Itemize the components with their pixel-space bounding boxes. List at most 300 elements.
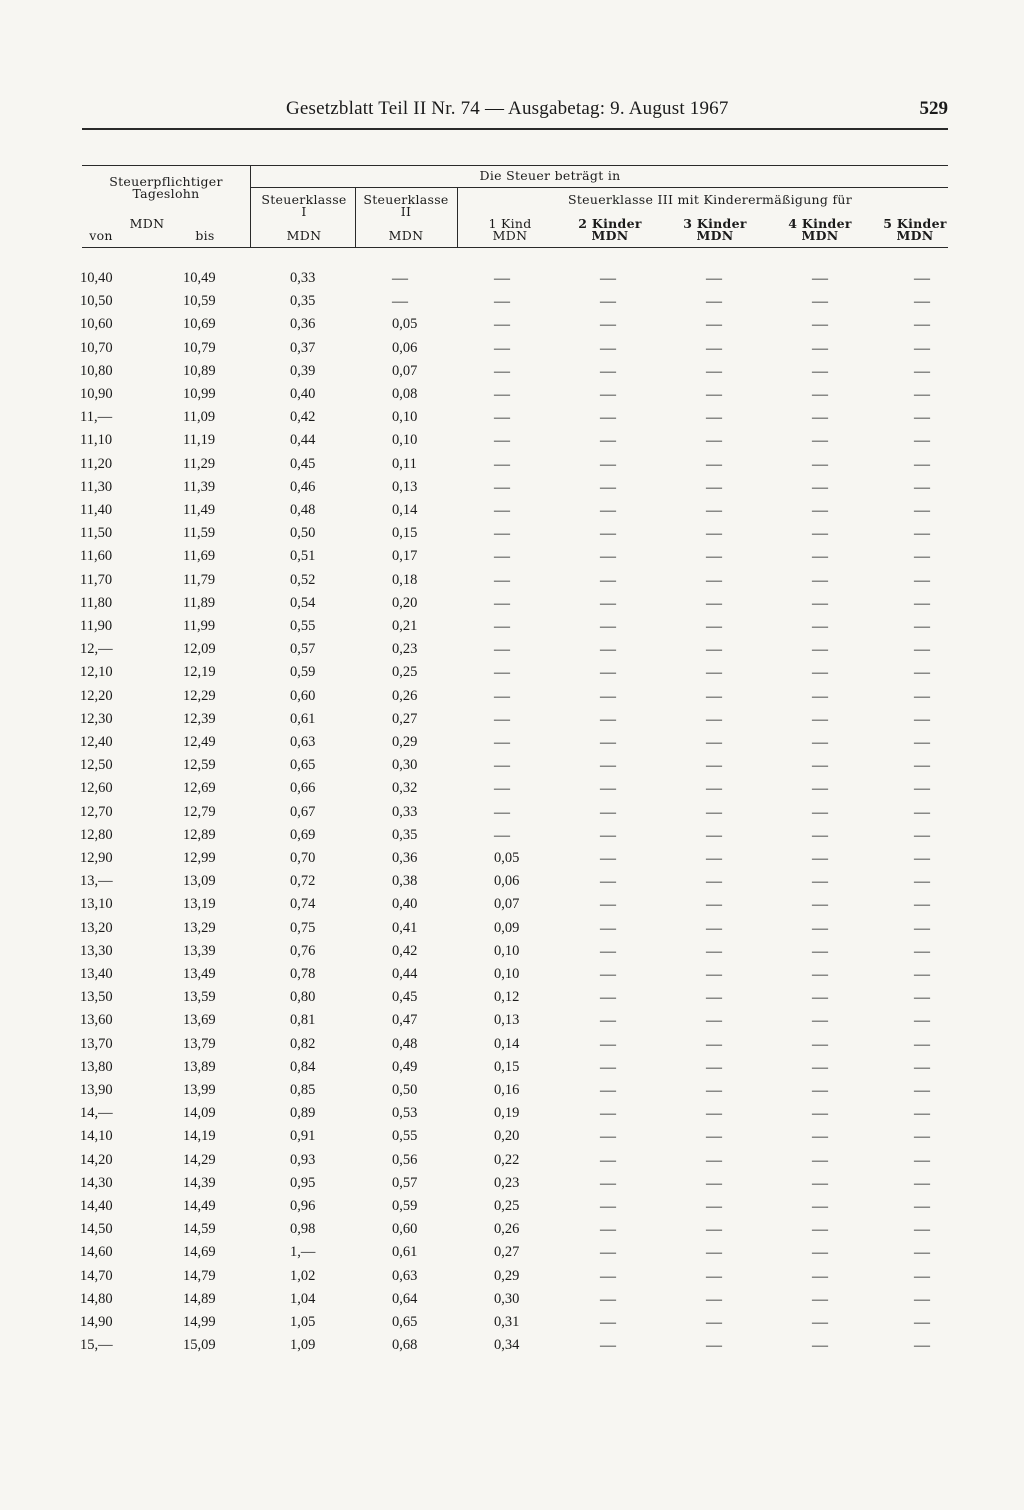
tax-class-2: 0,48	[392, 1035, 418, 1052]
wage-from: 11,10	[80, 432, 113, 449]
tax-3-kinder: —	[706, 803, 722, 821]
tax-class-1: 0,44	[290, 432, 316, 449]
tax-5-kinder: —	[914, 780, 930, 798]
tax-5-kinder: —	[914, 1105, 930, 1123]
tax-1-kind: 0,30	[494, 1290, 520, 1307]
class3-title: Steuerklasse III mit Kinderermäßigung für	[567, 192, 853, 207]
wage-from: 10,40	[80, 270, 113, 286]
tax-2-kinder: —	[600, 757, 616, 775]
tax-4-kinder: —	[812, 734, 828, 751]
tax-2-kinder: —	[600, 780, 616, 798]
wage-from: 13,40	[80, 966, 113, 982]
tax-3-kinder: —	[706, 293, 722, 311]
wage-to: 12,99	[183, 850, 216, 866]
tax-1-kind: —	[494, 734, 510, 751]
kid4-unit: MDN	[801, 228, 839, 243]
tax-class-2: 0,55	[392, 1128, 418, 1145]
tax-2-kinder: —	[600, 966, 616, 983]
tax-1-kind: —	[494, 409, 510, 427]
tax-4-kinder: —	[812, 989, 828, 1007]
tax-1-kind: —	[494, 664, 510, 682]
wage-to: 11,09	[183, 409, 216, 426]
wage-from: 15,—	[80, 1337, 113, 1354]
tax-4-kinder: —	[812, 1151, 828, 1169]
tax-class-2: 0,32	[392, 780, 418, 797]
wage-to: 11,79	[183, 571, 216, 588]
page-number: 529	[919, 98, 948, 119]
tax-5-kinder: —	[914, 293, 930, 311]
table-row	[0, 1082, 1024, 1105]
class1-title: Steuerklasse	[261, 192, 347, 207]
tax-4-kinder: —	[812, 1058, 828, 1076]
wage-to: 11,49	[183, 502, 216, 518]
kid1-label: 1 Kind	[488, 216, 532, 231]
tax-4-kinder: —	[812, 502, 828, 519]
tax-5-kinder: —	[914, 687, 930, 705]
tax-2-kinder: —	[600, 270, 616, 287]
wage-to: 14,19	[183, 1128, 216, 1145]
tax-3-kinder: —	[706, 339, 722, 357]
table-top-rule	[82, 165, 948, 166]
tax-class-2: 0,47	[392, 1012, 418, 1029]
tax-5-kinder: —	[914, 850, 930, 867]
tax-class-1: 1,09	[290, 1337, 316, 1354]
class2-roman: II	[400, 204, 412, 219]
tax-5-kinder: —	[914, 1058, 930, 1076]
table-row	[0, 386, 1024, 409]
table-row	[0, 525, 1024, 548]
kid1-unit: MDN	[492, 228, 528, 243]
wage-to: 12,09	[183, 641, 216, 658]
tax-5-kinder: —	[914, 1290, 930, 1308]
tax-3-kinder: —	[706, 850, 722, 867]
kid5-unit: MDN	[896, 228, 934, 243]
tax-2-kinder: —	[600, 896, 616, 914]
wage-to: 11,69	[183, 548, 216, 565]
wage-to: 11,39	[183, 478, 216, 495]
tax-2-kinder: —	[600, 455, 616, 473]
tax-4-kinder: —	[812, 942, 828, 960]
kid2-unit: MDN	[591, 228, 629, 243]
tax-4-kinder: —	[812, 478, 828, 496]
tax-3-kinder: —	[706, 502, 722, 519]
tax-3-kinder: —	[706, 316, 722, 334]
tax-class-2: 0,38	[392, 873, 418, 890]
wage-from: 11,70	[80, 571, 113, 588]
wage-from: 12,10	[80, 664, 113, 681]
bis-label: bis	[195, 228, 215, 243]
table-row	[0, 270, 1024, 293]
tax-class-2: 0,25	[392, 664, 418, 681]
tax-1-kind: —	[494, 455, 510, 473]
tax-1-kind: 0,16	[494, 1082, 520, 1098]
tax-class-2: 0,57	[392, 1174, 418, 1191]
tax-2-kinder: —	[600, 1244, 616, 1262]
tax-class-1: 1,—	[290, 1244, 316, 1261]
wage-to: 15,09	[183, 1337, 216, 1354]
tax-class-1: 0,52	[290, 571, 316, 588]
tax-4-kinder: —	[812, 525, 828, 543]
tax-2-kinder: —	[600, 1012, 616, 1030]
tax-2-kinder: —	[600, 386, 616, 403]
table-row	[0, 548, 1024, 571]
table-row	[0, 873, 1024, 896]
table-row	[0, 1105, 1024, 1128]
tax-class-1: 0,65	[290, 757, 316, 774]
wage-from: 13,30	[80, 942, 113, 959]
tax-class-1: 0,93	[290, 1151, 316, 1168]
table-row	[0, 780, 1024, 803]
tax-5-kinder: —	[914, 1082, 930, 1099]
kid5-label: 5 Kinder	[883, 216, 947, 231]
tax-1-kind: 0,19	[494, 1105, 520, 1122]
tax-class-1: 0,60	[290, 687, 316, 704]
wage-to: 14,39	[183, 1174, 216, 1191]
wage-from: 11,40	[80, 502, 113, 518]
wage-from: 11,30	[80, 478, 113, 495]
tax-1-kind: 0,12	[494, 989, 520, 1006]
tax-class-2: 0,42	[392, 942, 418, 959]
tax-class-2: 0,33	[392, 803, 418, 820]
tax-2-kinder: —	[600, 989, 616, 1007]
tax-class-1: 0,36	[290, 316, 316, 333]
table-row	[0, 920, 1024, 943]
tax-2-kinder: —	[600, 919, 616, 937]
tax-class-2: 0,06	[392, 339, 418, 356]
tax-4-kinder: —	[812, 664, 828, 682]
table-row	[0, 1268, 1024, 1291]
tax-1-kind: 0,27	[494, 1244, 520, 1261]
class2-title: Steuerklasse	[363, 192, 449, 207]
tax-5-kinder: —	[914, 1244, 930, 1262]
class2-unit: MDN	[388, 228, 424, 243]
tax-4-kinder: —	[812, 270, 828, 287]
tax-5-kinder: —	[914, 966, 930, 983]
tax-5-kinder: —	[914, 594, 930, 612]
tax-5-kinder: —	[914, 734, 930, 751]
tax-4-kinder: —	[812, 455, 828, 473]
tax-1-kind: 0,29	[494, 1267, 520, 1284]
tax-class-1: 0,37	[290, 339, 316, 356]
wage-to: 12,69	[183, 780, 216, 797]
tax-5-kinder: —	[914, 432, 930, 450]
tax-4-kinder: —	[812, 919, 828, 937]
tax-1-kind: 0,26	[494, 1221, 520, 1238]
tax-1-kind: —	[494, 826, 510, 844]
wage-from: 10,50	[80, 293, 113, 310]
wage-from: 10,90	[80, 386, 113, 402]
tax-5-kinder: —	[914, 896, 930, 914]
wage-to: 10,59	[183, 293, 216, 310]
wage-from: 10,60	[80, 316, 113, 333]
tax-class-2: 0,18	[392, 571, 418, 588]
tax-class-2: 0,13	[392, 478, 418, 495]
tax-class-1: 0,78	[290, 966, 316, 982]
tax-class-1: 0,95	[290, 1174, 316, 1191]
table-row	[0, 1221, 1024, 1244]
tax-2-kinder: —	[600, 734, 616, 751]
tax-1-kind: —	[494, 316, 510, 334]
wage-from: 11,80	[80, 594, 113, 611]
tax-4-kinder: —	[812, 803, 828, 821]
table-row	[0, 1314, 1024, 1337]
tax-1-kind: 0,14	[494, 1035, 520, 1052]
tax-1-kind: 0,31	[494, 1314, 520, 1330]
tax-class-2: —	[392, 270, 408, 287]
tax-1-kind: 0,09	[494, 919, 520, 936]
wage-from: 10,70	[80, 339, 113, 356]
table-row	[0, 711, 1024, 734]
tax-5-kinder: —	[914, 571, 930, 589]
wage-title-line1: Steuerpflichtiger	[109, 174, 223, 189]
wage-from: 13,—	[80, 873, 113, 890]
tax-4-kinder: —	[812, 641, 828, 659]
tax-2-kinder: —	[600, 548, 616, 566]
table-row	[0, 1059, 1024, 1082]
tax-2-kinder: —	[600, 641, 616, 659]
tax-class-1: 0,96	[290, 1198, 316, 1214]
tax-2-kinder: —	[600, 850, 616, 867]
tax-2-kinder: —	[600, 687, 616, 705]
tax-1-kind: —	[494, 548, 510, 566]
tax-class-2: 0,14	[392, 502, 418, 518]
tax-4-kinder: —	[812, 1267, 828, 1285]
tax-class-2: 0,05	[392, 316, 418, 333]
tax-class-1: 0,63	[290, 734, 316, 750]
tax-class-2: 0,08	[392, 386, 418, 402]
wage-to: 12,59	[183, 757, 216, 774]
wage-to: 13,89	[183, 1058, 216, 1075]
table-row	[0, 989, 1024, 1012]
tax-1-kind: 0,34	[494, 1337, 520, 1354]
table-row	[0, 804, 1024, 827]
column-divider	[457, 187, 458, 247]
tax-2-kinder: —	[600, 1035, 616, 1053]
tax-class-1: 0,45	[290, 455, 316, 472]
wage-from: 13,60	[80, 1012, 113, 1029]
tax-3-kinder: —	[706, 270, 722, 287]
tax-class-1: 0,61	[290, 710, 316, 727]
wage-to: 13,19	[183, 896, 216, 913]
tax-class-2: 0,20	[392, 594, 418, 611]
tax-4-kinder: —	[812, 966, 828, 983]
class1-roman: I	[301, 204, 307, 219]
tax-5-kinder: —	[914, 826, 930, 844]
tax-1-kind: —	[494, 270, 510, 287]
wage-to: 11,89	[183, 594, 216, 611]
tax-3-kinder: —	[706, 1105, 722, 1123]
tax-3-kinder: —	[706, 1151, 722, 1169]
tax-2-kinder: —	[600, 362, 616, 380]
wage-from: 12,—	[80, 641, 113, 658]
tax-class-2: 0,50	[392, 1082, 418, 1098]
tax-2-kinder: —	[600, 803, 616, 821]
tax-3-kinder: —	[706, 1337, 722, 1355]
tax-1-kind: —	[494, 594, 510, 612]
tax-2-kinder: —	[600, 1314, 616, 1331]
wage-from: 13,70	[80, 1035, 113, 1052]
tax-3-kinder: —	[706, 942, 722, 960]
kid2-label: 2 Kinder	[578, 216, 642, 231]
table-row	[0, 641, 1024, 664]
tax-5-kinder: —	[914, 1198, 930, 1215]
tax-class-1: 0,75	[290, 919, 316, 936]
wage-to: 13,79	[183, 1035, 216, 1052]
tax-3-kinder: —	[706, 409, 722, 427]
tax-class-2: 0,63	[392, 1267, 418, 1284]
tax-5-kinder: —	[914, 1221, 930, 1239]
column-divider	[355, 187, 356, 247]
wage-to: 14,59	[183, 1221, 216, 1238]
tax-class-1: 1,04	[290, 1290, 316, 1307]
tax-2-kinder: —	[600, 502, 616, 519]
tax-1-kind: —	[494, 362, 510, 380]
tax-2-kinder: —	[600, 478, 616, 496]
table-row	[0, 502, 1024, 525]
tax-2-kinder: —	[600, 1267, 616, 1285]
tax-3-kinder: —	[706, 780, 722, 798]
kid3-unit: MDN	[696, 228, 734, 243]
tax-4-kinder: —	[812, 316, 828, 334]
table-row	[0, 340, 1024, 363]
tax-1-kind: —	[494, 618, 510, 635]
tax-class-1: 0,81	[290, 1012, 316, 1029]
wage-from: 12,80	[80, 826, 113, 843]
tax-5-kinder: —	[914, 618, 930, 635]
tax-class-2: 0,27	[392, 710, 418, 727]
tax-4-kinder: —	[812, 1082, 828, 1099]
tax-5-kinder: —	[914, 641, 930, 659]
tax-3-kinder: —	[706, 641, 722, 659]
tax-3-kinder: —	[706, 1198, 722, 1215]
wage-to: 12,29	[183, 687, 216, 704]
tax-5-kinder: —	[914, 386, 930, 403]
tax-class-2: 0,59	[392, 1198, 418, 1214]
wage-from: 13,10	[80, 896, 113, 913]
tax-1-kind: —	[494, 780, 510, 798]
tax-5-kinder: —	[914, 757, 930, 775]
tax-3-kinder: —	[706, 826, 722, 844]
tax-4-kinder: —	[812, 1128, 828, 1146]
tax-class-1: 0,48	[290, 502, 316, 518]
table-row	[0, 734, 1024, 757]
tax-4-kinder: —	[812, 1174, 828, 1192]
table-row	[0, 432, 1024, 455]
tax-3-kinder: —	[706, 757, 722, 775]
wage-from: 12,60	[80, 780, 113, 797]
table-row	[0, 1012, 1024, 1035]
tax-class-1: 0,59	[290, 664, 316, 681]
tax-class-1: 0,66	[290, 780, 316, 797]
tax-4-kinder: —	[812, 1290, 828, 1308]
tax-class-2: 0,29	[392, 734, 418, 750]
tax-3-kinder: —	[706, 478, 722, 496]
tax-2-kinder: —	[600, 1198, 616, 1215]
wage-to: 10,89	[183, 362, 216, 379]
wage-to: 12,49	[183, 734, 216, 750]
wage-to: 14,89	[183, 1290, 216, 1307]
tax-5-kinder: —	[914, 1267, 930, 1285]
tax-class-2: 0,35	[392, 826, 418, 843]
wage-from: 12,40	[80, 734, 113, 750]
table-row	[0, 363, 1024, 386]
tax-3-kinder: —	[706, 1128, 722, 1146]
wage-from: 13,90	[80, 1082, 113, 1098]
tax-5-kinder: —	[914, 362, 930, 380]
kid4-label: 4 Kinder	[788, 216, 852, 231]
tax-3-kinder: —	[706, 1290, 722, 1308]
tax-2-kinder: —	[600, 1151, 616, 1169]
wage-from: 12,50	[80, 757, 113, 774]
tax-1-kind: 0,15	[494, 1058, 520, 1075]
wage-to: 11,29	[183, 455, 216, 472]
tax-5-kinder: —	[914, 316, 930, 334]
tax-2-kinder: —	[600, 1058, 616, 1076]
tax-1-kind: 0,23	[494, 1174, 520, 1191]
tax-1-kind: 0,05	[494, 850, 520, 866]
tax-class-2: 0,21	[392, 618, 418, 634]
wage-from: 14,80	[80, 1290, 113, 1307]
tax-5-kinder: —	[914, 478, 930, 496]
tax-class-1: 0,82	[290, 1035, 316, 1052]
table-head-bottom-rule	[82, 247, 948, 248]
tax-class-1: 0,54	[290, 594, 316, 611]
tax-class-2: 0,23	[392, 641, 418, 658]
header-rule	[82, 128, 948, 130]
tax-4-kinder: —	[812, 710, 828, 728]
wage-from: 14,60	[80, 1244, 113, 1261]
tax-2-kinder: —	[600, 1221, 616, 1239]
tax-1-kind: —	[494, 525, 510, 543]
tax-3-kinder: —	[706, 1058, 722, 1076]
wage-from: 14,10	[80, 1128, 113, 1145]
tax-class-1: 0,57	[290, 641, 316, 658]
tax-3-kinder: —	[706, 896, 722, 914]
tax-3-kinder: —	[706, 525, 722, 543]
wage-from: 14,70	[80, 1267, 113, 1284]
wage-to: 12,89	[183, 826, 216, 843]
tax-1-kind: —	[494, 478, 510, 496]
tax-2-kinder: —	[600, 409, 616, 427]
tax-class-2: 0,07	[392, 362, 418, 379]
tax-2-kinder: —	[600, 826, 616, 844]
tax-1-kind: —	[494, 757, 510, 775]
tax-4-kinder: —	[812, 618, 828, 635]
tax-class-2: 0,36	[392, 850, 418, 866]
tax-5-kinder: —	[914, 1151, 930, 1169]
wage-from: 11,—	[80, 409, 113, 426]
wage-to: 11,59	[183, 525, 216, 542]
tax-5-kinder: —	[914, 1035, 930, 1053]
tax-class-2: 0,56	[392, 1151, 418, 1168]
tax-class-1: 0,69	[290, 826, 316, 843]
table-row	[0, 757, 1024, 780]
tax-5-kinder: —	[914, 455, 930, 473]
tax-class-1: 0,33	[290, 270, 316, 286]
tax-1-kind: —	[494, 641, 510, 659]
tax-class-1: 0,70	[290, 850, 316, 866]
tax-class-2: 0,53	[392, 1105, 418, 1122]
tax-1-kind: 0,07	[494, 896, 520, 913]
tax-3-kinder: —	[706, 710, 722, 728]
tax-2-kinder: —	[600, 525, 616, 543]
tax-5-kinder: —	[914, 1174, 930, 1192]
tax-class-2: 0,30	[392, 757, 418, 774]
tax-3-kinder: —	[706, 989, 722, 1007]
tax-4-kinder: —	[812, 1314, 828, 1331]
tax-class-2: 0,65	[392, 1314, 418, 1330]
wage-from: 14,—	[80, 1105, 113, 1122]
